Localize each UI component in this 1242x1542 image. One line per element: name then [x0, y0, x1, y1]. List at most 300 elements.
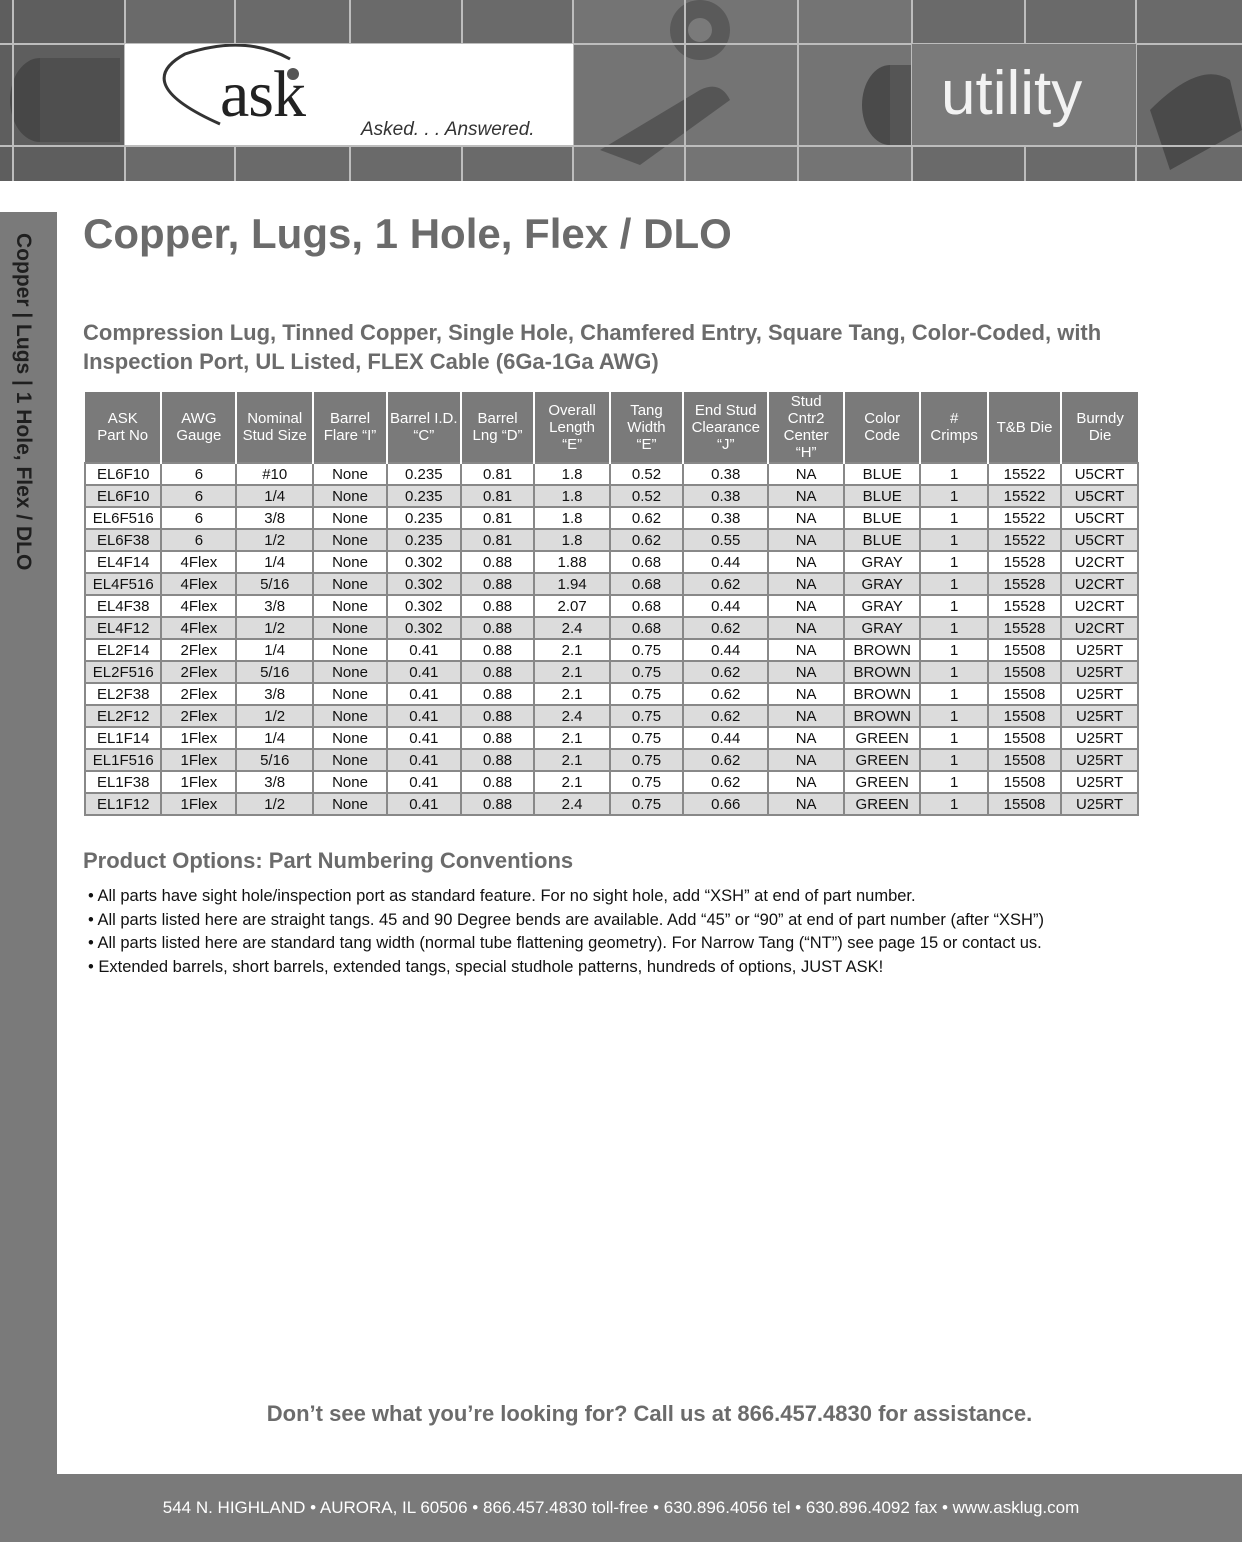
page-title: Copper, Lugs, 1 Hole, Flex / DLO: [83, 210, 732, 257]
table-cell: 1: [920, 661, 987, 683]
table-row: [85, 573, 1138, 595]
column-header-line: Overall: [548, 401, 596, 419]
table-cell: U25RT: [1061, 661, 1138, 683]
column-header-line: Burndy: [1076, 410, 1124, 427]
table-cell: GRAY: [844, 551, 921, 573]
column-header: [920, 392, 987, 463]
table-cell: 5/16: [236, 661, 313, 683]
column-header: [768, 392, 844, 463]
table-cell: U25RT: [1061, 793, 1138, 815]
table-cell: 15528: [988, 595, 1061, 617]
table-cell: NA: [768, 485, 844, 507]
table-cell: 0.62: [610, 507, 683, 529]
table-cell: U2CRT: [1061, 595, 1138, 617]
table-cell: 1: [920, 727, 987, 749]
table-cell: 1.8: [534, 507, 609, 529]
table-cell: NA: [768, 573, 844, 595]
table-cell: EL6F10: [85, 463, 161, 485]
table-cell: 1/2: [236, 705, 313, 727]
table-cell: EL6F38: [85, 529, 161, 551]
table-cell: GREEN: [844, 749, 921, 771]
table-cell: 0.52: [610, 485, 683, 507]
table-cell: 0.44: [683, 639, 768, 661]
table-cell: 15508: [988, 661, 1061, 683]
table-cell: 1: [920, 617, 987, 639]
table-cell: 0.68: [610, 595, 683, 617]
column-header-line: Stud: [790, 393, 822, 410]
table-cell: 1/2: [236, 529, 313, 551]
table-cell: 0.38: [683, 507, 768, 529]
table-cell: 1.94: [534, 573, 609, 595]
table-cell: 0.44: [683, 551, 768, 573]
column-header: [1061, 392, 1138, 463]
column-header-line: AWG: [181, 410, 217, 427]
table-cell: 1: [920, 749, 987, 771]
column-header-line: Color: [864, 410, 901, 427]
table-cell: 2.1: [534, 683, 609, 705]
table-cell: BLUE: [844, 529, 921, 551]
table-cell: NA: [768, 639, 844, 661]
table-cell: 15508: [988, 727, 1061, 749]
table-cell: 2.1: [534, 661, 609, 683]
column-header-line: Stud Size: [242, 427, 307, 444]
call-to-action: Don’t see what you’re looking for? Call us at 866.457.4830 for assistance.: [266, 1401, 1033, 1426]
table-cell: 2.1: [534, 749, 609, 771]
table-cell: 0.88: [461, 617, 535, 639]
table-cell: NA: [768, 617, 844, 639]
table-cell: 0.88: [461, 683, 535, 705]
table-cell: 0.88: [461, 661, 535, 683]
table-cell: 0.62: [683, 771, 768, 793]
table-body: [85, 463, 1138, 815]
table-cell: 2.1: [534, 771, 609, 793]
column-header-line: “E”: [562, 435, 583, 453]
table-cell: BROWN: [844, 683, 921, 705]
table-cell: NA: [768, 793, 844, 815]
column-header: [534, 392, 609, 463]
table-cell: 6: [161, 507, 236, 529]
table-cell: 0.62: [683, 661, 768, 683]
column-header-line: Barrel I.D.: [390, 410, 458, 427]
table-cell: EL4F38: [85, 595, 161, 617]
table-cell: BLUE: [844, 507, 921, 529]
column-header-line: Tang: [630, 401, 663, 419]
table-cell: None: [313, 595, 387, 617]
table-cell: EL4F14: [85, 551, 161, 573]
table-cell: 1: [920, 573, 987, 595]
spec-table: [84, 392, 1139, 816]
table-cell: 1.8: [534, 485, 609, 507]
table-row: [85, 749, 1138, 771]
column-header: [683, 392, 768, 463]
table-cell: 15508: [988, 793, 1061, 815]
column-header-line: Barrel: [477, 410, 518, 427]
column-header: [161, 392, 236, 463]
table-cell: 0.75: [610, 793, 683, 815]
table-cell: BROWN: [844, 639, 921, 661]
table-cell: 0.88: [461, 639, 535, 661]
table-cell: 0.68: [610, 617, 683, 639]
table-cell: NA: [768, 529, 844, 551]
table-cell: U2CRT: [1061, 573, 1138, 595]
table-cell: 1: [920, 463, 987, 485]
table-cell: U5CRT: [1061, 485, 1138, 507]
table-cell: 0.302: [387, 573, 461, 595]
table-cell: BLUE: [844, 485, 921, 507]
table-cell: BROWN: [844, 705, 921, 727]
table-cell: 0.88: [461, 573, 535, 595]
table-cell: U25RT: [1061, 727, 1138, 749]
table-cell: 0.68: [610, 551, 683, 573]
column-header-line: Part No: [97, 427, 149, 444]
table-cell: 5/16: [236, 573, 313, 595]
table-row: [85, 727, 1138, 749]
table-cell: 0.41: [387, 771, 461, 793]
table-cell: 0.62: [610, 529, 683, 551]
column-header-line: ASK: [107, 410, 138, 427]
table-cell: None: [313, 617, 387, 639]
table-cell: U25RT: [1061, 771, 1138, 793]
column-header: [844, 392, 921, 463]
table-cell: NA: [768, 705, 844, 727]
table-cell: 2.4: [534, 617, 609, 639]
table-cell: U2CRT: [1061, 551, 1138, 573]
table-cell: 6: [161, 485, 236, 507]
table-cell: EL4F12: [85, 617, 161, 639]
column-header-line: Die: [1088, 427, 1112, 444]
table-cell: None: [313, 749, 387, 771]
table-cell: 15522: [988, 507, 1061, 529]
table-cell: EL2F12: [85, 705, 161, 727]
table-row: [85, 771, 1138, 793]
table-cell: 2.4: [534, 705, 609, 727]
table-cell: 0.55: [683, 529, 768, 551]
table-cell: None: [313, 463, 387, 485]
table-cell: 0.88: [461, 705, 535, 727]
table-cell: 1: [920, 639, 987, 661]
column-header: [461, 392, 535, 463]
table-cell: 4Flex: [161, 573, 236, 595]
table-cell: None: [313, 551, 387, 573]
table-cell: NA: [768, 595, 844, 617]
table-row: [85, 661, 1138, 683]
table-cell: EL6F516: [85, 507, 161, 529]
table-cell: 1Flex: [161, 793, 236, 815]
table-cell: NA: [768, 771, 844, 793]
table-cell: 0.41: [387, 639, 461, 661]
table-cell: None: [313, 727, 387, 749]
table-cell: 0.38: [683, 485, 768, 507]
table-row: [85, 705, 1138, 727]
table-cell: 0.75: [610, 661, 683, 683]
table-cell: 0.41: [387, 749, 461, 771]
table-cell: 15522: [988, 463, 1061, 485]
table-cell: 0.88: [461, 749, 535, 771]
table-cell: 4Flex: [161, 617, 236, 639]
column-header-line: “J”: [717, 435, 735, 453]
table-cell: 2.1: [534, 639, 609, 661]
table-cell: 0.75: [610, 727, 683, 749]
options-list: [88, 885, 1044, 979]
table-cell: None: [313, 683, 387, 705]
table-cell: U5CRT: [1061, 529, 1138, 551]
table-row: [85, 639, 1138, 661]
section-label: utility: [941, 59, 1083, 128]
column-header-line: Flare “I”: [323, 427, 377, 444]
table-cell: EL2F14: [85, 639, 161, 661]
table-cell: 0.302: [387, 595, 461, 617]
table-row: [85, 485, 1138, 507]
table-cell: U25RT: [1061, 705, 1138, 727]
table-cell: 1/4: [236, 551, 313, 573]
column-header-line: Barrel: [330, 410, 371, 427]
table-cell: 1: [920, 529, 987, 551]
table-cell: 15528: [988, 551, 1061, 573]
table-cell: EL1F14: [85, 727, 161, 749]
company-logo: [125, 44, 573, 145]
table-cell: None: [313, 507, 387, 529]
table-cell: GRAY: [844, 573, 921, 595]
table-cell: 0.41: [387, 683, 461, 705]
table-cell: 3/8: [236, 507, 313, 529]
table-cell: 15508: [988, 771, 1061, 793]
footer: [0, 1474, 1242, 1542]
table-cell: 0.68: [610, 573, 683, 595]
table-cell: 0.41: [387, 661, 461, 683]
sidebar-category-label: Copper | Lugs | 1 Hole, Flex / DLO: [12, 233, 35, 571]
table-cell: 1/2: [236, 617, 313, 639]
table-cell: 15528: [988, 617, 1061, 639]
table-cell: U5CRT: [1061, 463, 1138, 485]
table-cell: None: [313, 661, 387, 683]
table-cell: GREEN: [844, 793, 921, 815]
table-cell: 15508: [988, 749, 1061, 771]
table-cell: 0.75: [610, 705, 683, 727]
list-item: • Extended barrels, short barrels, extended tangs, special studhole patterns, hundreds of options, JUST ASK!: [88, 957, 884, 976]
table-cell: EL2F516: [85, 661, 161, 683]
table-cell: 15522: [988, 529, 1061, 551]
column-header: [988, 392, 1061, 463]
table-cell: 1/2: [236, 793, 313, 815]
table-cell: None: [313, 485, 387, 507]
table-row: [85, 551, 1138, 573]
table-cell: 0.52: [610, 463, 683, 485]
table-cell: 0.88: [461, 595, 535, 617]
table-cell: None: [313, 529, 387, 551]
table-cell: 0.88: [461, 793, 535, 815]
table-cell: EL4F516: [85, 573, 161, 595]
table-row: [85, 463, 1138, 485]
table-cell: U25RT: [1061, 639, 1138, 661]
table-cell: EL1F38: [85, 771, 161, 793]
table-cell: 0.62: [683, 705, 768, 727]
table-cell: U25RT: [1061, 749, 1138, 771]
table-cell: 1: [920, 771, 987, 793]
table-cell: 4Flex: [161, 595, 236, 617]
table-row: [85, 793, 1138, 815]
table-cell: NA: [768, 683, 844, 705]
table-cell: GRAY: [844, 595, 921, 617]
table-cell: 0.81: [461, 463, 535, 485]
table-cell: 15508: [988, 639, 1061, 661]
product-description: Compression Lug, Tinned Copper, Single Hole, Chamfered Entry, Square Tang, Color-Coded, with Inspection Port, UL Listed, FLEX Cable (6Ga-1Ga AWG): [83, 320, 1102, 374]
table-cell: 0.41: [387, 793, 461, 815]
table-cell: 1: [920, 485, 987, 507]
table-cell: EL1F12: [85, 793, 161, 815]
table-cell: BROWN: [844, 661, 921, 683]
table-cell: 2.4: [534, 793, 609, 815]
column-header: [313, 392, 387, 463]
column-header-line: Cntr2: [787, 410, 825, 427]
table-cell: 1: [920, 507, 987, 529]
table-cell: 2Flex: [161, 661, 236, 683]
table-cell: 1.8: [534, 463, 609, 485]
column-header-line: “H”: [795, 444, 817, 461]
table-cell: EL2F38: [85, 683, 161, 705]
footer-contact-info: 544 N. HIGHLAND • AURORA, IL 60506 • 866.457.4830 toll-free • 630.896.4056 tel • 630.896.4092 fax • www.asklug.com: [162, 1498, 1080, 1517]
table-cell: 0.44: [683, 595, 768, 617]
table-cell: 1Flex: [161, 771, 236, 793]
column-header: [85, 392, 161, 463]
table-header-row: [85, 392, 1138, 463]
column-header-line: Center: [783, 427, 829, 444]
table-cell: 2Flex: [161, 705, 236, 727]
column-header-line: Clearance: [691, 418, 760, 436]
table-cell: 0.62: [683, 573, 768, 595]
table-cell: 1: [920, 551, 987, 573]
column-header-line: Width: [627, 418, 666, 436]
table-cell: 0.81: [461, 529, 535, 551]
table-cell: None: [313, 705, 387, 727]
table-cell: 1/4: [236, 639, 313, 661]
list-item: • All parts have sight hole/inspection port as standard feature. For no sight hole, add “XSH” at end of part number.: [88, 887, 916, 905]
column-header-line: “C”: [413, 427, 435, 444]
table-cell: None: [313, 793, 387, 815]
table-cell: 0.88: [461, 727, 535, 749]
column-header-line: Crimps: [930, 427, 978, 444]
table-row: [85, 617, 1138, 639]
table-cell: 2Flex: [161, 683, 236, 705]
table-cell: 0.75: [610, 771, 683, 793]
table-row: [85, 529, 1138, 551]
list-item: • All parts listed here are straight tangs. 45 and 90 Degree bends are available. Add “45” or “90” at end of part number (after “XSH”): [88, 910, 1044, 929]
table-cell: NA: [768, 551, 844, 573]
table-cell: U25RT: [1061, 683, 1138, 705]
table-cell: 0.38: [683, 463, 768, 485]
table-cell: 3/8: [236, 595, 313, 617]
table-cell: 1Flex: [161, 749, 236, 771]
table-cell: 1/4: [236, 727, 313, 749]
table-cell: 15508: [988, 683, 1061, 705]
table-cell: 0.88: [461, 771, 535, 793]
table-cell: 0.88: [461, 551, 535, 573]
table-cell: NA: [768, 727, 844, 749]
table-cell: 6: [161, 463, 236, 485]
table-cell: 0.62: [683, 683, 768, 705]
table-cell: NA: [768, 463, 844, 485]
options-title: Product Options: Part Numbering Conventions: [83, 848, 574, 873]
table-cell: 1.88: [534, 551, 609, 573]
column-header: [387, 392, 461, 463]
column-header-line: Lng “D”: [472, 427, 523, 444]
table-cell: EL6F10: [85, 485, 161, 507]
logo-tagline: Asked. . . Answered.: [361, 119, 535, 140]
column-header-line: #: [950, 410, 959, 427]
table-cell: 0.41: [387, 705, 461, 727]
table-cell: 2.07: [534, 595, 609, 617]
table-cell: NA: [768, 507, 844, 529]
table-cell: 0.302: [387, 617, 461, 639]
table-cell: #10: [236, 463, 313, 485]
table-row: [85, 595, 1138, 617]
table-cell: 1: [920, 595, 987, 617]
table-cell: 1.8: [534, 529, 609, 551]
table-cell: 2Flex: [161, 639, 236, 661]
table-cell: 0.75: [610, 639, 683, 661]
table-cell: EL1F516: [85, 749, 161, 771]
table-cell: U2CRT: [1061, 617, 1138, 639]
table-cell: 6: [161, 529, 236, 551]
table-cell: 1: [920, 683, 987, 705]
table-cell: U5CRT: [1061, 507, 1138, 529]
table-cell: 0.81: [461, 507, 535, 529]
table-cell: 15508: [988, 705, 1061, 727]
table-cell: 2.1: [534, 727, 609, 749]
table-cell: 0.235: [387, 529, 461, 551]
column-header-line: End Stud: [694, 401, 757, 419]
table-cell: 3/8: [236, 683, 313, 705]
table-cell: None: [313, 573, 387, 595]
table-row: [85, 507, 1138, 529]
table-cell: NA: [768, 749, 844, 771]
table-cell: 1/4: [236, 485, 313, 507]
column-header-line: Code: [864, 427, 901, 444]
table-cell: None: [313, 771, 387, 793]
table-cell: 0.75: [610, 749, 683, 771]
table-cell: 1Flex: [161, 727, 236, 749]
column-header-line: T&B Die: [996, 418, 1053, 436]
table-cell: 0.66: [683, 793, 768, 815]
table-cell: GREEN: [844, 727, 921, 749]
column-header: [236, 392, 313, 463]
column-header-line: Nominal: [247, 410, 303, 427]
table-cell: 0.75: [610, 683, 683, 705]
table-cell: BLUE: [844, 463, 921, 485]
table-cell: None: [313, 639, 387, 661]
table-cell: 3/8: [236, 771, 313, 793]
table-cell: 4Flex: [161, 551, 236, 573]
table-cell: 0.44: [683, 727, 768, 749]
table-cell: 0.81: [461, 485, 535, 507]
column-header: [610, 392, 683, 463]
column-header-line: Gauge: [176, 427, 222, 444]
table-cell: 0.62: [683, 749, 768, 771]
table-cell: 15522: [988, 485, 1061, 507]
table-cell: 1: [920, 793, 987, 815]
table-cell: 1: [920, 705, 987, 727]
table-cell: 0.235: [387, 507, 461, 529]
table-cell: 5/16: [236, 749, 313, 771]
column-header-line: Length: [549, 418, 596, 436]
table-cell: 0.235: [387, 485, 461, 507]
table-cell: 0.235: [387, 463, 461, 485]
list-item: • All parts listed here are standard tang width (normal tube flattening geometry). For Narrow Tang (“NT”) see page 15 or contact us.: [88, 934, 1042, 952]
column-header-line: “E”: [636, 435, 657, 453]
table-row: [85, 683, 1138, 705]
logo-wordmark: ask: [220, 58, 305, 131]
table-cell: GRAY: [844, 617, 921, 639]
table-cell: 15528: [988, 573, 1061, 595]
